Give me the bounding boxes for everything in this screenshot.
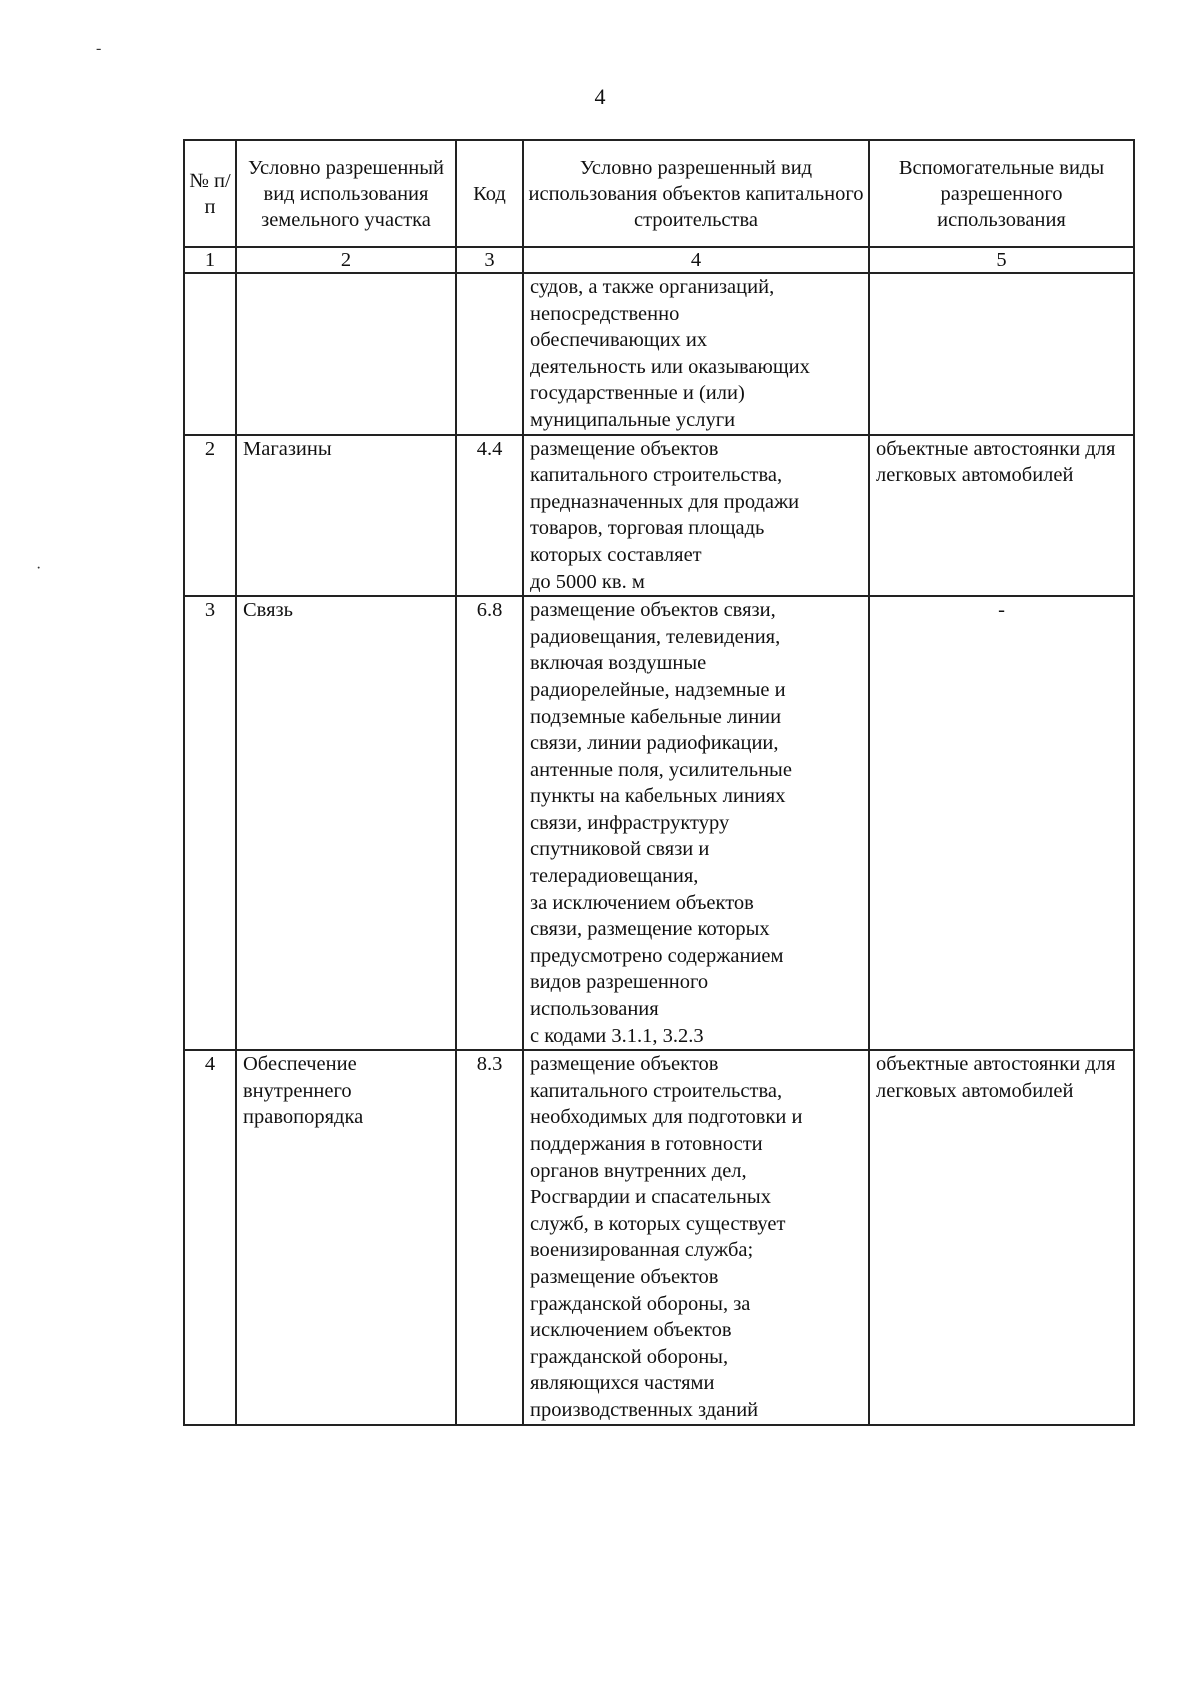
auxiliary-uses: объектные автостоянки для легковых автомобилей — [869, 1050, 1134, 1424]
description-line: служб, в которых существует — [530, 1212, 786, 1235]
description-line: обеспечивающих их — [530, 329, 708, 352]
page-number: 4 — [594, 84, 606, 109]
description-line: государственные и (или) — [530, 382, 745, 405]
description-line: предназначенных для продажи — [530, 490, 800, 513]
description-line: видов разрешенного — [530, 971, 709, 994]
description-line: поддержания в готовности — [530, 1133, 763, 1155]
description-line: непосредственно — [530, 302, 680, 325]
use-code: 4.4 — [456, 435, 523, 597]
row-number: 2 — [184, 435, 236, 597]
column-number-row — [184, 247, 1134, 273]
column-number: 1 — [184, 247, 236, 273]
table-header-row — [184, 140, 1134, 247]
column-number: 4 — [523, 247, 869, 273]
description-line: производственных зданий — [530, 1398, 759, 1421]
construction-use-description — [523, 435, 869, 597]
column-number: 2 — [236, 247, 456, 273]
description-line: радиовещания, телевидения, — [530, 625, 781, 648]
header-land-use-type: Условно разрешенный вид использования земельного участка — [236, 140, 456, 247]
table-row — [184, 596, 1134, 1050]
land-use-name: Обеспечение внутреннего правопорядка — [236, 1050, 456, 1424]
row-number: 3 — [184, 596, 236, 1050]
description-line: связи, инфраструктуру — [530, 811, 730, 834]
use-code: 8.3 — [456, 1050, 523, 1424]
description-line: использования — [530, 998, 659, 1021]
auxiliary-uses: - — [869, 596, 1134, 1050]
table-row — [184, 1050, 1134, 1424]
header-code: Код — [456, 140, 523, 247]
header-auxiliary-uses: Вспомогательные виды разрешенного использования — [869, 140, 1134, 247]
description-line: до 5000 кв. м — [530, 570, 645, 593]
description-line: антенные поля, усилительные — [530, 758, 792, 781]
description-line: товаров, торговая площадь — [530, 517, 765, 540]
row-number — [184, 273, 236, 435]
description-line: размещение объектов — [530, 437, 719, 460]
auxiliary-uses — [869, 273, 1134, 435]
description-line: за исключением объектов — [530, 891, 754, 914]
header-construction-use-type: Условно разрешенный вид использования объектов капитального строительства — [523, 140, 869, 247]
description-line: с кодами 3.1.1, 3.2.3 — [530, 1024, 704, 1047]
description-line: телерадиовещания, — [530, 865, 699, 888]
description-line: которых составляет — [530, 543, 702, 566]
table-row — [184, 273, 1134, 435]
description-line: пункты на кабельных линиях — [530, 785, 786, 808]
description-line: капитального строительства, — [530, 464, 783, 487]
description-line: спутниковой связи и — [530, 838, 710, 861]
description-line: радиорелейные, надземные и — [530, 678, 786, 701]
column-number: 5 — [869, 247, 1134, 273]
construction-use-description — [523, 273, 869, 435]
auxiliary-uses: объектные автостоянки для легковых автомобилей — [869, 435, 1134, 597]
scan-speck: - — [96, 40, 102, 57]
description-line: военизированная служба; — [530, 1239, 754, 1262]
row-number: 4 — [184, 1050, 236, 1424]
scan-speck: · — [36, 560, 42, 577]
construction-use-description — [523, 1050, 869, 1424]
description-line: гражданской обороны, за — [530, 1292, 751, 1315]
description-line: исключением объектов — [530, 1319, 732, 1342]
description-line: гражданской обороны, — [530, 1345, 729, 1368]
description-line: связи, размещение которых — [530, 918, 770, 941]
description-line: связи, линии радиофикации, — [530, 732, 779, 755]
description-line: органов внутренних дел, — [530, 1159, 747, 1182]
land-use-name — [236, 273, 456, 435]
use-code — [456, 273, 523, 435]
description-line: размещение объектов — [530, 1265, 719, 1288]
permitted-uses-table — [183, 139, 1135, 1426]
table-row — [184, 435, 1134, 597]
description-line: подземные кабельные линии — [530, 705, 782, 728]
description-line: необходимых для подготовки и — [530, 1106, 803, 1129]
description-line: предусмотрено содержанием — [530, 944, 784, 967]
description-line: размещение объектов — [530, 1053, 719, 1076]
description-line: деятельность или оказывающих — [530, 355, 810, 378]
header-number: № п/п — [184, 140, 236, 247]
land-use-name: Магазины — [236, 435, 456, 597]
table-body — [184, 273, 1134, 1425]
description-line: Росгвардии и спасательных — [530, 1186, 771, 1209]
description-line: капитального строительства, — [530, 1079, 783, 1102]
land-use-name: Связь — [236, 596, 456, 1050]
description-line: включая воздушные — [530, 652, 707, 675]
construction-use-description — [523, 596, 869, 1050]
column-number: 3 — [456, 247, 523, 273]
description-line: судов, а также организаций, — [530, 276, 775, 298]
description-line: муниципальные услуги — [530, 408, 736, 431]
description-line: являющихся частями — [530, 1372, 715, 1395]
use-code: 6.8 — [456, 596, 523, 1050]
description-line: размещение объектов связи, — [530, 599, 776, 622]
